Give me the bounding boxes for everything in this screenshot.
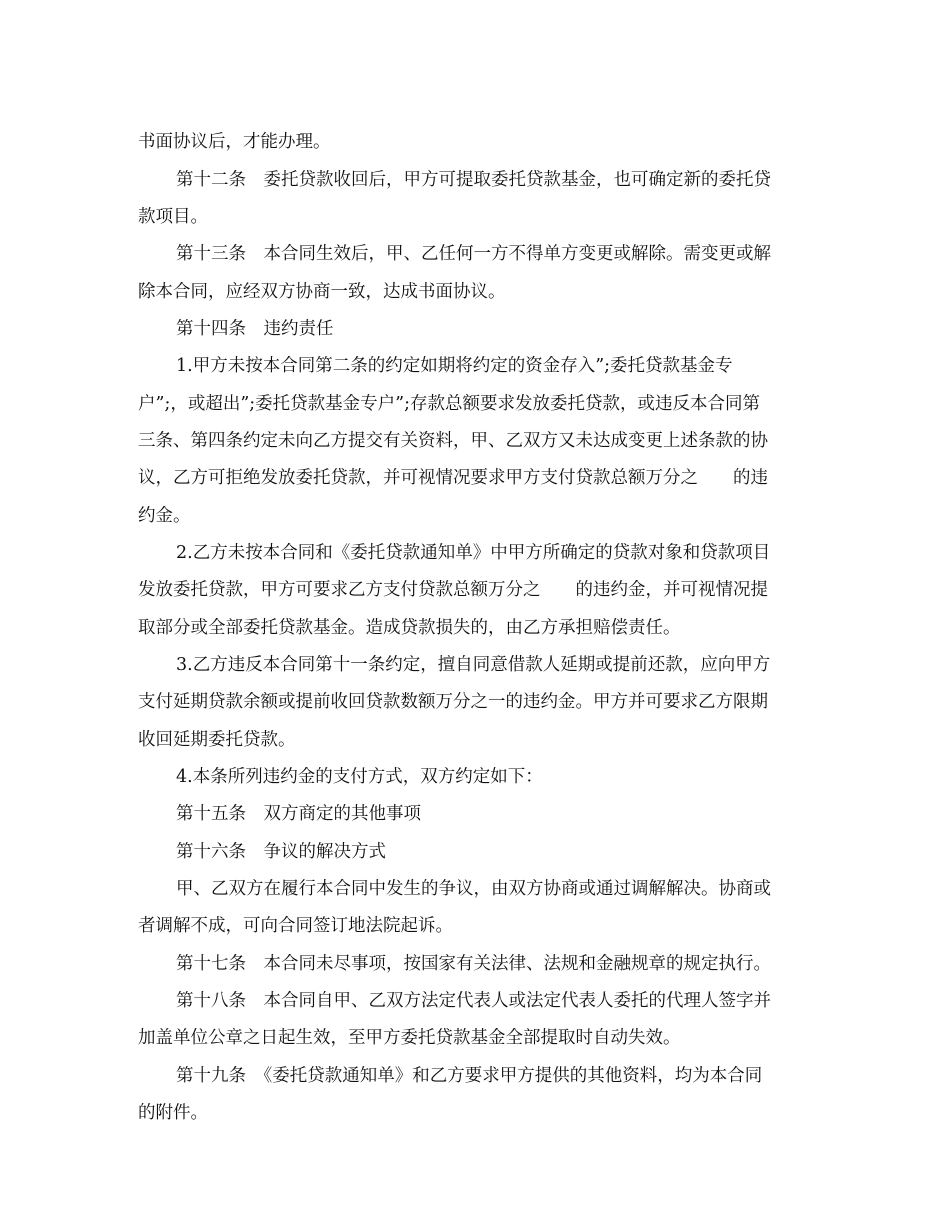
article-16-line-1: 甲、乙双方在履行本合同中发生的争议，由双方协商或通过调解解决。协商或: [176, 879, 771, 899]
clause-1-line-2: 户”;，或超出”;委托贷款基金专户”;存款总额要求发放委托贷款，或违反本合同第: [138, 394, 761, 414]
clause-3-line-3: 收回延期委托贷款。: [138, 730, 296, 750]
clause-4-line-1: 4.本条所列违约金的支付方式，双方约定如下：: [176, 767, 543, 787]
clause-1-line-5: 约金。: [138, 506, 191, 526]
text-line: 书面协议后，才能办理。: [138, 132, 331, 152]
article-18-line-2: 加盖单位公章之日起生效，至甲方委托贷款基金全部提取时自动失效。: [138, 1028, 681, 1048]
clause-2-line-1: 2.乙方未按本合同和《委托贷款通知单》中甲方所确定的贷款对象和贷款项目: [176, 543, 771, 563]
article-12-line-1: 第十二条 委托贷款收回后，甲方可提取委托贷款基金，也可确定新的委托贷: [176, 170, 771, 190]
article-16-line-2: 者调解不成，可向合同签订地法院起诉。: [138, 916, 453, 936]
article-15-heading: 第十五条 双方商定的其他事项: [176, 804, 421, 824]
article-13-line-2: 除本合同，应经双方协商一致，达成书面协议。: [138, 282, 506, 302]
clause-1-line-4: 议，乙方可拒绝发放委托贷款，并可视情况要求甲方支付贷款总额万分之 的违: [138, 468, 768, 488]
clause-3-line-2: 支付延期贷款余额或提前收回贷款数额万分之一的违约金。甲方并可要求乙方限期: [138, 692, 768, 712]
article-13-line-1: 第十三条 本合同生效后，甲、乙任何一方不得单方变更或解除。需变更或解: [176, 244, 771, 264]
clause-2-line-3: 取部分或全部委托贷款基金。造成贷款损失的，由乙方承担赔偿责任。: [138, 618, 681, 638]
clause-2-line-2: 发放委托贷款，甲方可要求乙方支付贷款总额万分之 的违约金，并可视情况提: [138, 580, 768, 600]
article-14-heading: 第十四条 违约责任: [176, 319, 334, 339]
clause-3-line-1: 3.乙方违反本合同第十一条约定，擅自同意借款人延期或提前还款，应向甲方: [176, 655, 771, 675]
article-17-line-1: 第十七条 本合同未尽事项，按国家有关法律、法规和金融规章的规定执行。: [176, 954, 771, 974]
article-16-heading: 第十六条 争议的解决方式: [176, 842, 386, 862]
clause-1-line-1: 1.甲方未按本合同第二条的约定如期将约定的资金存入”;委托贷款基金专: [176, 356, 733, 376]
clause-1-line-3: 三条、第四条约定未向乙方提交有关资料，甲、乙双方又未达成变更上述条款的协: [138, 431, 768, 451]
article-18-line-1: 第十八条 本合同自甲、乙双方法定代表人或法定代表人委托的代理人签字并: [176, 991, 771, 1011]
article-19-line-1: 第十九条 《委托贷款通知单》和乙方要求甲方提供的其他资料，均为本合同: [176, 1066, 763, 1086]
article-12-line-2: 款项目。: [138, 207, 208, 227]
article-19-line-2: 的附件。: [138, 1103, 208, 1123]
